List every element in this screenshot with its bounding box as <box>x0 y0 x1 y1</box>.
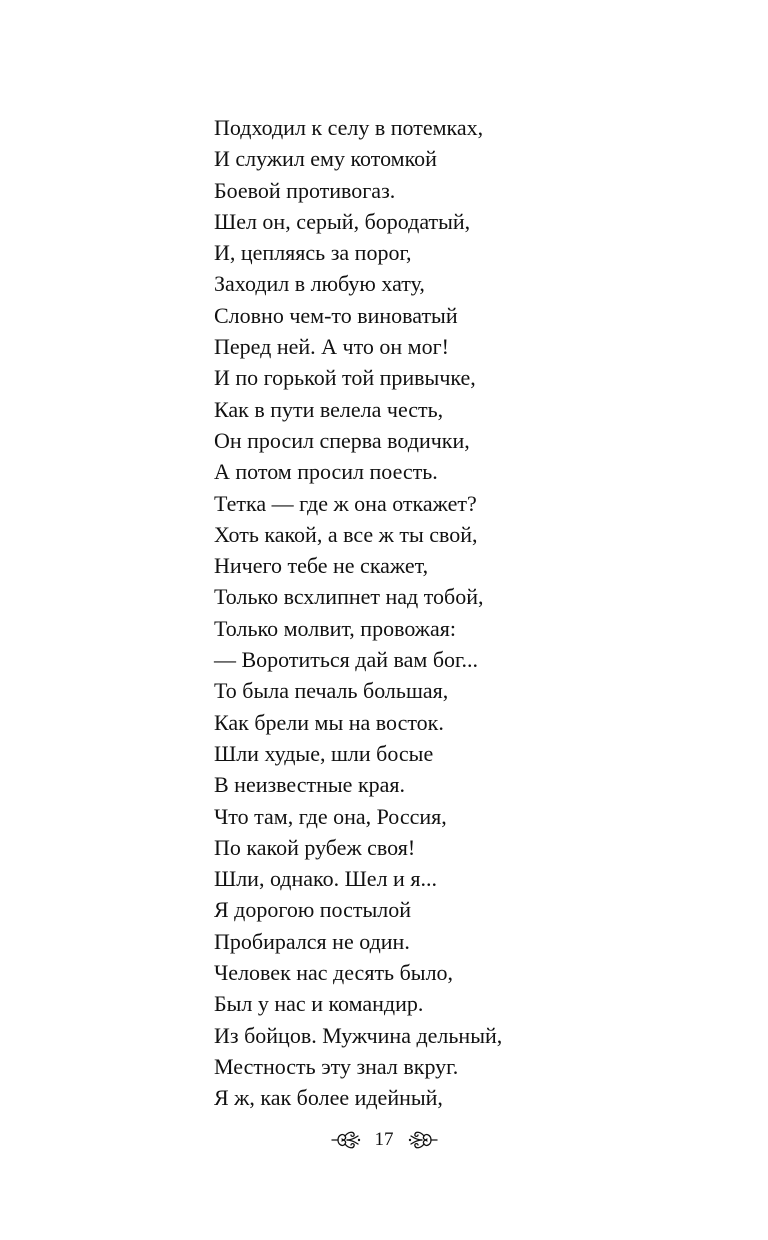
poem-line: Только всхлипнет над тобой, <box>214 584 484 610</box>
poem-line: И, цепляясь за порог, <box>214 240 412 266</box>
scroll-ornament-icon <box>331 1129 361 1151</box>
poem-line: И служил ему котомкой <box>214 146 437 172</box>
scroll-ornament-icon <box>408 1129 438 1151</box>
poem-line: Хоть какой, а все ж ты свой, <box>214 521 478 547</box>
poem-line: Как в пути велела честь, <box>214 396 444 422</box>
poem-line: Шел он, серый, бородатый, <box>214 208 471 234</box>
poem-line: Я ж, как более идейный, <box>214 1085 443 1111</box>
poem-line: Пробирался не один. <box>214 928 410 954</box>
poem-line: Словно чем-то виноватый <box>214 302 458 328</box>
poem-line: Ничего тебе не скажет, <box>214 553 429 579</box>
poem-line: В неизвестные края. <box>214 772 406 798</box>
poem-line: Подходил к селу в потемках, <box>214 115 484 140</box>
poem-line: Человек нас десять было, <box>214 960 454 986</box>
page-footer <box>0 1124 768 1156</box>
poem-line: То была печаль большая, <box>214 678 449 704</box>
poem-line: Что там, где она, Россия, <box>214 803 447 829</box>
poem-line: Был у нас и командир. <box>214 991 424 1017</box>
poem-line: Как брели мы на восток. <box>214 709 444 735</box>
page-number: 17 <box>374 1129 394 1150</box>
poem-line: Шли, однако. Шел и я... <box>214 866 437 892</box>
poem-line: — Воротиться дай вам бог... <box>214 647 479 673</box>
poem-line: А потом просил поесть. <box>214 459 438 485</box>
poem-line: Из бойцов. Мужчина дельный, <box>214 1022 503 1048</box>
poem-line: Только молвит, провожая: <box>214 615 456 641</box>
poem-line: Я дорогою постылой <box>214 897 412 923</box>
poem-line: Он просил сперва водички, <box>214 427 470 453</box>
poem-line: Местность эту знал вкруг. <box>214 1053 459 1079</box>
poem-line: И по горькой той привычке, <box>214 365 476 391</box>
poem-text <box>214 112 734 1114</box>
poem-line: По какой рубеж своя! <box>214 834 416 860</box>
poem-line: Боевой противогаз. <box>214 177 396 203</box>
poem-line: Тетка — где ж она откажет? <box>214 490 477 516</box>
poem-line: Шли худые, шли босые <box>214 740 434 766</box>
poem-line: Заходил в любую хату, <box>214 271 425 297</box>
poem-line: Перед ней. А что он мог! <box>214 334 449 360</box>
